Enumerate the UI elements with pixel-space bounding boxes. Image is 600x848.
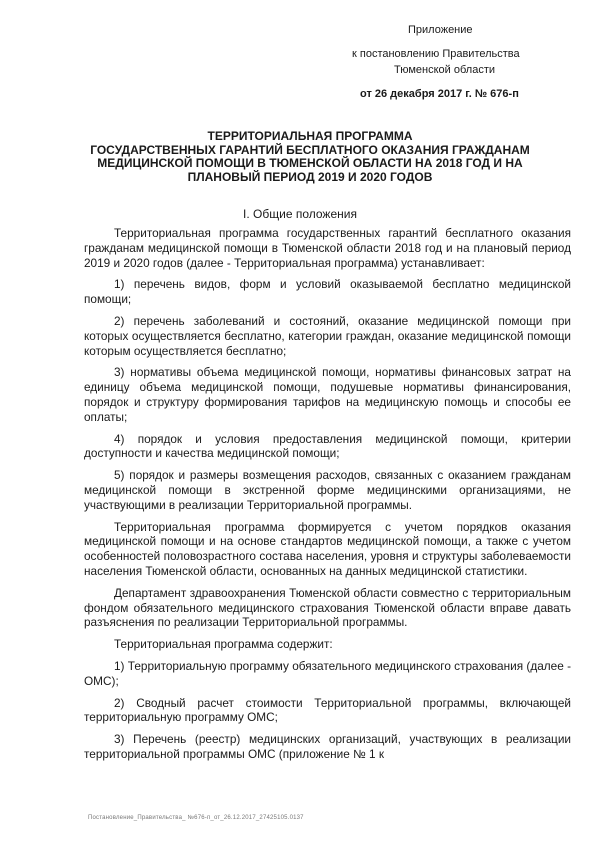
paragraph: 2) Сводный расчет стоимости Территориальной программы, включающей территориальную программу ОМС; bbox=[84, 695, 571, 725]
title-line: ПЛАНОВЫЙ ПЕРИОД 2019 И 2020 ГОДОВ bbox=[187, 169, 433, 184]
paragraph: 1) Территориальную программу обязательного медицинского страхования (далее - ОМС); bbox=[84, 658, 571, 688]
section-heading: I. Общие положения bbox=[243, 207, 357, 221]
paragraph: 4) порядок и условия предоставления медицинской помощи, критерии доступности и качества медицинской помощи; bbox=[84, 431, 571, 461]
paragraph: 1) перечень видов, форм и условий оказываемой бесплатно медицинской помощи; bbox=[84, 277, 571, 307]
paragraph: Территориальная программа содержит: bbox=[114, 637, 333, 652]
paragraph: Территориальная программа формируется с учетом порядков оказания медицинской помощи и на основе стандартов медицинской помощи, а также с учетом особенностей половозрастного состава населения, уровня и структуры заболеваемости населения Тюменской области, основанных на данных медицинской статистики. bbox=[84, 519, 571, 578]
paragraph: Территориальная программа государственных гарантий бесплатного оказания гражданам медицинской помощи в Тюменской области 2018 год и на плановый период 2019 и 2020 годов (далее - Территориальная программа) устанавливает: bbox=[84, 226, 571, 270]
paragraph: 3) нормативы объема медицинской помощи, нормативы финансовых затрат на единицу объема медицинской помощи, подушевые нормативы финансирования, порядок и структуру формирования тарифов на медицинскую помощь и способы ее оплаты; bbox=[84, 365, 571, 424]
paragraph: 5) порядок и размеры возмещения расходов, связанных с оказанием гражданам медицинской помощи в экстренной форме медицинскими организациями, не участвующими в реализации Территориальной программы. bbox=[84, 468, 571, 512]
document-title bbox=[70, 130, 550, 184]
appendix-label: Приложение bbox=[408, 24, 473, 36]
decree-line-1: к постановлению Правительства bbox=[352, 48, 520, 60]
title-line: ТЕРРИТОРИАЛЬНАЯ ПРОГРАММА bbox=[207, 129, 413, 143]
decree-reference: от 26 декабря 2017 г. № 676-п bbox=[360, 88, 519, 100]
paragraph: Департамент здравоохранения Тюменской области совместно с территориальным фондом обязательного медицинского страхования Тюменской области вправе давать разъяснения по реализации Территориальной программы. bbox=[84, 585, 571, 630]
title-line: ГОСУДАРСТВЕННЫХ ГАРАНТИЙ БЕСПЛАТНОГО ОКАЗАНИЯ ГРАЖДАНАМ bbox=[90, 142, 530, 157]
document-body bbox=[84, 226, 571, 762]
paragraph: 2) перечень заболеваний и состояний, оказание медицинской помощи при которых осуществляется бесплатно, категории граждан, оказание медицинской помощи которым осуществляется бесплатно; bbox=[84, 313, 571, 358]
paragraph: 3) Перечень (реестр) медицинских организаций, участвующих в реализации территориальной программы ОМС (приложение № 1 к bbox=[84, 732, 571, 761]
title-line: МЕДИЦИНСКОЙ ПОМОЩИ В ТЮМЕНСКОЙ ОБЛАСТИ НА 2018 ГОД И НА bbox=[97, 156, 523, 170]
file-footer: Постановление_Правительства_ №676-п_от_26.12.2017_27425105.0137 bbox=[88, 815, 304, 821]
decree-line-2: Тюменской области bbox=[394, 64, 496, 76]
